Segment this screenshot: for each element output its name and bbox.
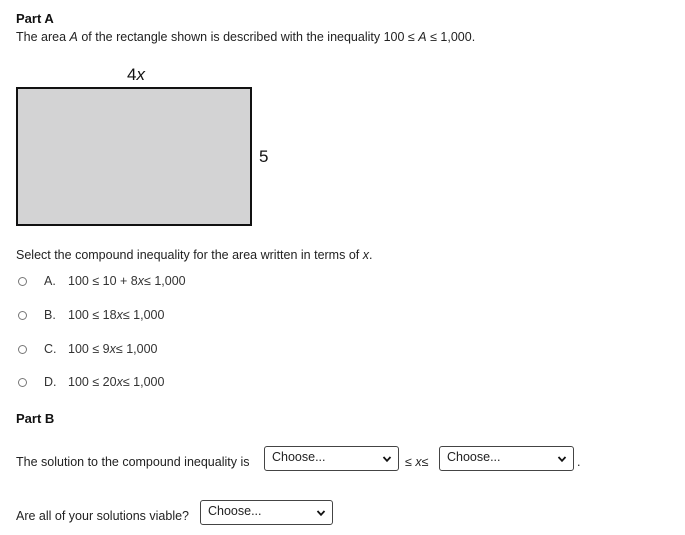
chevron-down-icon: [557, 454, 567, 464]
prompt-variable-a: A: [69, 30, 78, 44]
solution-label: The solution to the compound inequality is: [16, 455, 250, 469]
option-a-radio[interactable]: [18, 277, 27, 286]
lower-bound-select-value: Choose...: [272, 450, 326, 464]
part-b-heading: Part B: [16, 411, 55, 426]
question-text-end: .: [368, 248, 373, 262]
question-text-start: Select the compound inequality for the area written in terms of: [16, 248, 363, 262]
option-a-letter: A.: [44, 274, 56, 288]
option-a-text[interactable]: 100 ≤ 10 + 8x≤ 1,000: [68, 274, 186, 288]
upper-bound-select-value: Choose...: [447, 450, 501, 464]
prompt-variable-a-2: A: [418, 30, 427, 44]
inequality-middle: ≤ x≤: [405, 455, 429, 469]
option-c-text[interactable]: 100 ≤ 9x≤ 1,000: [68, 342, 158, 356]
question-text: [16, 248, 372, 262]
option-c-letter: C.: [44, 342, 57, 356]
part-a-prompt: [16, 30, 475, 44]
rectangle-height-label: 5: [259, 147, 269, 166]
solution-period: .: [577, 455, 581, 469]
viable-label: Are all of your solutions viable?: [16, 509, 190, 523]
option-b-letter: B.: [44, 308, 56, 322]
option-d-text[interactable]: 100 ≤ 20x≤ 1,000: [68, 375, 165, 389]
prompt-text-end: ≤ 1,000.: [426, 30, 476, 44]
viable-select-value: Choose...: [208, 504, 262, 518]
rectangle-width-label: 4x: [127, 65, 145, 84]
upper-bound-select[interactable]: [439, 446, 574, 471]
part-a-heading: Part A: [16, 11, 54, 26]
chevron-down-icon: [316, 508, 326, 518]
rectangle-figure: [16, 87, 252, 226]
viable-select[interactable]: [200, 500, 333, 525]
option-b-radio[interactable]: [18, 311, 27, 320]
lower-bound-select[interactable]: [264, 446, 399, 471]
option-b-text[interactable]: 100 ≤ 18x≤ 1,000: [68, 308, 165, 322]
question-variable-x: x: [362, 248, 369, 262]
option-d-radio[interactable]: [18, 378, 27, 387]
chevron-down-icon: [382, 454, 392, 464]
prompt-text-mid: of the rectangle shown is described with the inequality 100 ≤: [77, 30, 419, 44]
option-c-radio[interactable]: [18, 345, 27, 354]
prompt-text-start: The area: [16, 30, 70, 44]
option-d-letter: D.: [44, 375, 57, 389]
